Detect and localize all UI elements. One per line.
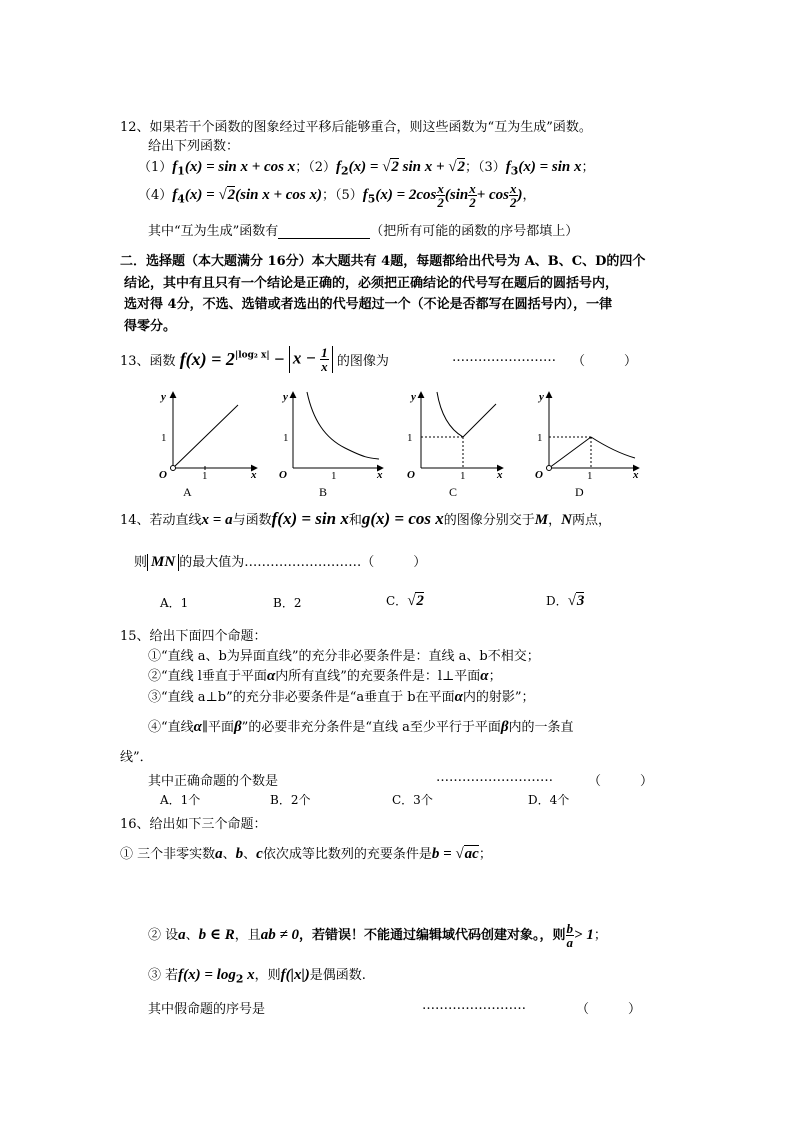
graph-c-label: C	[449, 485, 458, 498]
graph-a-y-tick: 1	[161, 432, 167, 444]
graph-d-x-label: x	[633, 469, 639, 481]
graph-c-y-label: y	[411, 391, 416, 403]
graph-b-curve	[307, 392, 379, 459]
q15-proposition-1: ①“直线 a、b为异面直线”的充分非必要条件是：直线 a、b不相交；	[148, 649, 540, 664]
graph-c-y-tick: 1	[407, 432, 413, 444]
graph-c-x-tick: 1	[460, 470, 466, 482]
q13-stem: 13、函数 $f(x) = 2^{|log_2 x|} - x$ − $\frac{1}{x}$ 的图像为	[120, 345, 389, 374]
q12-line2: 给出下列函数：	[148, 139, 240, 154]
q14-line2: 则 MN 的最大值为………………………（ ）	[134, 554, 427, 570]
q15-proposition-4-end: 线”．	[120, 750, 153, 765]
graph-a-label: A	[183, 485, 192, 498]
graph-d-y-label: y	[539, 391, 544, 403]
graph-c-x-label: x	[497, 469, 503, 481]
q14-choice-c[interactable]: C．√2	[386, 593, 424, 609]
q15-answer-paren[interactable]: （ ）	[588, 774, 654, 789]
section2-line2: 结论，其中有且只有一个结论是正确的，必须把正确结论的代号写在题后的圆括号内，	[124, 276, 619, 291]
graph-d	[535, 391, 639, 498]
q15-proposition-3: ③“直线 a⊥b”的充分非必要条件是“a垂直于 b在平面α内的射影”；	[148, 689, 535, 705]
graph-d-x-tick: 1	[587, 470, 593, 482]
q15-ask: 其中正确命题的个数是	[148, 774, 279, 789]
graph-c-curve-right	[463, 404, 496, 437]
graph-a	[159, 391, 257, 498]
q14-choice-a[interactable]: A．1	[160, 596, 189, 610]
q12-line5: 其中“互为生成”函数有 （把所有可能的函数的序号都填上）	[148, 224, 579, 239]
q16-dots: ……………………	[422, 998, 526, 1013]
section2-line4: 得零分。	[124, 319, 177, 334]
q15-proposition-4: ④“直线α∥平面β”的必要非充分条件是“直线 a至少平行于平面β内的一条直	[148, 719, 574, 735]
q14-choice-d[interactable]: D．√3	[546, 593, 585, 609]
q14-choice-b[interactable]: B．2	[273, 596, 302, 610]
q13-answer-paren[interactable]: （ ）	[572, 354, 638, 369]
graph-b-label: B	[319, 485, 328, 498]
q15-choice-d[interactable]: D．4个	[528, 793, 570, 807]
graph-b-x-tick: 1	[331, 470, 337, 482]
graph-b-x-label: x	[377, 469, 383, 481]
graph-c-origin: O	[407, 469, 415, 481]
graph-d-curve-right	[591, 437, 635, 458]
q15-choice-b[interactable]: B．2个	[270, 793, 311, 807]
graph-c-curve-left	[437, 392, 463, 437]
q15-choice-c[interactable]: C．3个	[392, 793, 433, 807]
graph-a-curve	[173, 405, 238, 468]
section2-line3: 选对得 4分，不选、选错或者选出的代号超过一个（不论是否都写在圆括号内），一律	[124, 297, 613, 312]
graph-d-label: D	[575, 485, 584, 498]
graph-d-open-point	[547, 466, 552, 471]
q12-functions-row1: $(1)f_1(x) = \sin x + \cos x$；$(2)f_2(x) = √2$ sin x + √2；$(3)f_3(x) = \sin x$；	[138, 159, 595, 178]
q16-proposition-3: ③ 若$f(x) = \log_2 x$，则f(|x|)是偶函数.	[148, 967, 366, 986]
graph-d-curve-left	[549, 437, 591, 468]
graph-c	[407, 391, 503, 498]
q16-title: 16、给出如下三个命题：	[120, 817, 267, 832]
q14-line1: 14、若动直线x = a与函数f(x) = sin x和g(x) = cos x的图像分别交于M，N两点，	[120, 509, 612, 528]
q13-dots: ……………………	[452, 350, 556, 365]
graph-a-x-tick: 1	[202, 470, 208, 482]
q12-answer-blank[interactable]	[278, 226, 370, 239]
graph-d-origin: O	[535, 469, 543, 481]
q16-proposition-1: ① 三个非零实数a、b、c依次成等比数列的充要条件是b = √ac；	[120, 846, 492, 862]
q15-title: 15、给出下面四个命题：	[120, 629, 267, 644]
section2-line1: 二．选择题（本大题满分 16分）本大题共有 4题，每题都给出代号为 A、B、C、D的四个	[120, 254, 646, 269]
q13-graphs	[145, 386, 665, 498]
q12-line1: 12、如果若干个函数的图象经过平移后能够重合，则这些函数为“互为生成”函数。	[120, 120, 592, 135]
graph-d-y-tick: 1	[537, 432, 543, 444]
graph-b-origin: O	[279, 469, 287, 481]
q16-proposition-2: ② 设a、b ∈ R，且ab ≠ 0，若错误！不能通过编辑域代码创建对象。，则 $\frac{b}{a}$ > 1；	[148, 921, 607, 950]
graph-a-x-label: x	[251, 469, 257, 481]
q16-ask: 其中假命题的序号是	[148, 1002, 266, 1017]
q12-functions-row2: $(4)f_4(x) = √2(\sin$ x + cos x)；$(5)f_5(x) = 2\cos$ $\frac{x}{2}$ (sin $\frac{x}{2}$ + cos $\frac{x}{2}$ )，	[138, 181, 536, 210]
graph-b-y-tick: 1	[283, 432, 289, 444]
graph-a-y-label: y	[161, 391, 166, 403]
graph-b-y-label: y	[283, 391, 288, 403]
graph-a-open-point	[171, 466, 176, 471]
q15-choice-a[interactable]: A．1个	[160, 793, 201, 807]
graph-a-origin: O	[159, 469, 167, 481]
q16-answer-paren[interactable]: （ ）	[576, 1002, 642, 1017]
graph-b	[279, 391, 383, 498]
q15-proposition-2: ②“直线 l垂直于平面α内所有直线”的充要条件是：l⊥平面α；	[148, 668, 502, 684]
q15-dots: ………………………	[436, 770, 553, 785]
